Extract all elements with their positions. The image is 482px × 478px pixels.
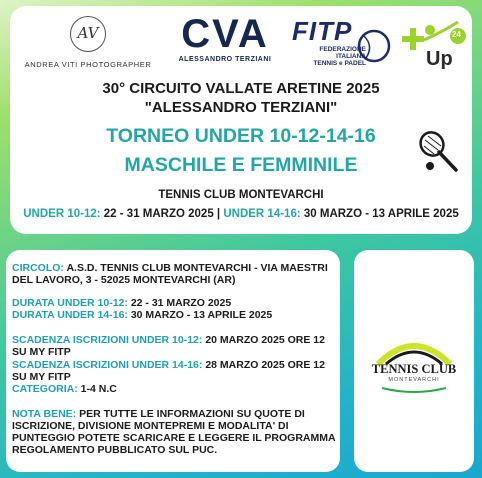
dates-u1012-label: UNDER 10-12: bbox=[23, 208, 101, 220]
club-logo-city: MONTEVARCHI bbox=[388, 377, 440, 383]
nota-bene-label: NOTA BENE: bbox=[12, 408, 77, 420]
tennis-racket-icon bbox=[416, 130, 462, 176]
nota-bene-value: PER TUTTE LE INFORMAZIONI SU QUOTE DI ISCRIZIONE, DIVISIONE MONTEPREMI E MODALITA' DI PUNTEGGIO POTETE SCARICARE E LEGGERE IL PROGRAMMA REGOLAMENTO PUBBLICATO SUL PUC. bbox=[12, 408, 336, 456]
fitp-caption-3: TENNIS e PADEL bbox=[313, 60, 366, 67]
durata-1012-value: 22 - 31 MARZO 2025 bbox=[130, 297, 232, 309]
up24-logo bbox=[402, 18, 470, 78]
circuit-subtitle: "ALESSANDRO TERZIANI" bbox=[144, 99, 338, 116]
durata-1012-label: DURATA UNDER 10-12: bbox=[12, 297, 128, 309]
dates-u1416-label: UNDER 14-16: bbox=[223, 208, 301, 220]
andrea-viti-logo bbox=[18, 16, 158, 74]
categoria-value: 1-4 N.C bbox=[80, 383, 117, 395]
circolo-row bbox=[12, 262, 338, 286]
viti-caption: ANDREA VITI PHOTOGRAPHER bbox=[24, 60, 152, 69]
up-text: Up bbox=[426, 48, 453, 70]
cva-text: CVA bbox=[181, 12, 269, 56]
tournament-dates bbox=[10, 208, 472, 220]
club-name: TENNIS CLUB MONTEVARCHI bbox=[158, 189, 324, 201]
up-number: 24 bbox=[452, 30, 461, 39]
dates-u1012-value: 22 - 31 MARZO 2025 bbox=[103, 208, 214, 220]
fitp-text: FITP bbox=[292, 16, 353, 46]
fitp-logo bbox=[292, 18, 392, 72]
durata-1416-row bbox=[12, 309, 338, 321]
categoria-row bbox=[12, 383, 338, 395]
av-monogram-icon: AV bbox=[70, 16, 106, 52]
tennis-club-montevarchi-logo bbox=[364, 330, 464, 400]
scadenza-1416-label: SCADENZA ISCRIZIONI UNDER 14-16: bbox=[12, 359, 203, 371]
durata-1416-label: DURATA UNDER 14-16: bbox=[12, 309, 128, 321]
circuit-title: 30° CIRCUITO VALLATE ARETINE 2025 bbox=[102, 80, 380, 97]
categoria-label: CATEGORIA: bbox=[12, 383, 78, 395]
header-card bbox=[10, 6, 472, 234]
tournament-title: TORNEO UNDER 10-12-14-16 bbox=[106, 125, 376, 147]
fitp-caption bbox=[292, 46, 366, 67]
cva-logo bbox=[170, 14, 280, 74]
dates-u1416-value: 30 MARZO - 13 APRILE 2025 bbox=[303, 208, 459, 220]
cva-caption: ALESSANDRO TERZIANI bbox=[178, 56, 272, 63]
fitp-caption-1: FEDERAZIONE bbox=[319, 46, 366, 53]
club-logo-card bbox=[354, 250, 474, 472]
scadenza-1416-value: 28 MARZO 2025 ORE 12 SU MY FITP bbox=[12, 359, 325, 383]
durata-1012-row bbox=[12, 297, 338, 309]
tournament-category: MASCHILE E FEMMINILE bbox=[124, 154, 358, 176]
club-logo-name: TENNIS CLUB bbox=[371, 362, 457, 376]
circolo-value: A.S.D. TENNIS CLUB MONTEVARCHI - VIA MAESTRI DEL LAVORO, 3 - 52025 MONTEVARCHI (AR) bbox=[12, 262, 328, 286]
details-card bbox=[6, 250, 340, 472]
scadenza-1416-row bbox=[12, 359, 338, 383]
scadenza-1012-row bbox=[12, 334, 338, 358]
scadenza-1012-value: 20 MARZO 2025 ORE 12 SU MY FITP bbox=[12, 334, 325, 358]
circolo-label: CIRCOLO: bbox=[12, 262, 64, 274]
scadenza-1012-label: SCADENZA ISCRIZIONI UNDER 10-12: bbox=[12, 334, 203, 346]
nota-bene-row bbox=[12, 408, 338, 456]
fitp-caption-2: ITALIANA bbox=[336, 53, 366, 60]
dates-separator: | bbox=[216, 208, 221, 220]
durata-1416-value: 30 MARZO - 13 APRILE 2025 bbox=[130, 309, 273, 321]
